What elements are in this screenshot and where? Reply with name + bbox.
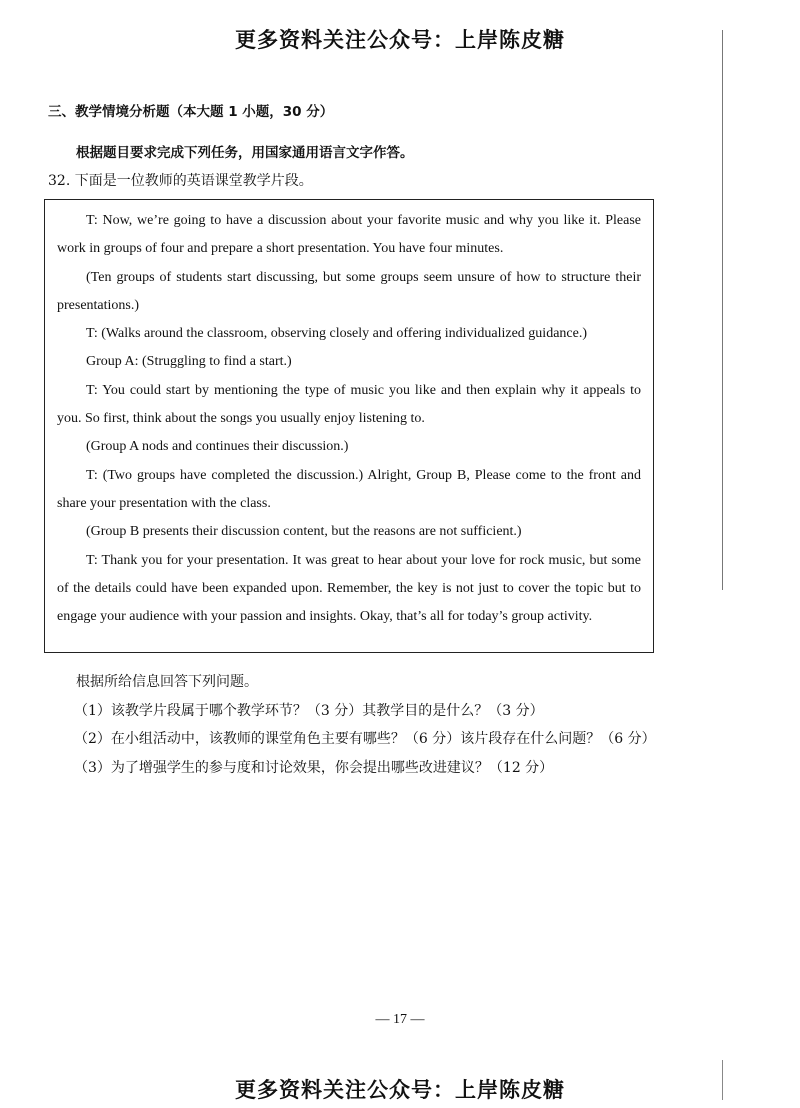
sub-question-1: （1）该教学片段属于哪个教学环节？（3 分）其教学目的是什么？（3 分） xyxy=(74,702,544,719)
passage-box xyxy=(44,199,654,653)
passage-paragraph: T: (Two groups have completed the discussion.) Alright, Group B, Please come to the front and share your presentation with the class. xyxy=(57,467,641,511)
questions-lead: 根据所给信息回答下列问题。 xyxy=(76,674,258,690)
passage-paragraph: (Group A nods and continues their discussion.) xyxy=(86,439,349,455)
passage-paragraph: T: You could start by mentioning the type of music you like and then explain why it appeals to you. So first, think about the songs you usually enjoy listening to. xyxy=(57,382,641,427)
page-number: — 17 — xyxy=(375,1012,425,1027)
section-instruction: 根据题目要求完成下列任务，用国家通用语言文字作答。 xyxy=(76,145,414,161)
sub-question-2: （2）在小组活动中，该教师的课堂角色主要有哪些？（6 分）该片段存在什么问题？（6 分） xyxy=(74,731,656,747)
passage-paragraph: Group A: (Struggling to find a start.) xyxy=(86,354,292,370)
footer-watermark: 更多资料关注公众号：上岸陈皮糖 xyxy=(235,1078,565,1102)
passage-paragraph: T: (Walks around the classroom, observing closely and offering individualized guidance.) xyxy=(86,326,587,342)
sub-question-3: （3）为了增强学生的参与度和讨论效果，你会提出哪些改进建议？（12 分） xyxy=(74,759,554,776)
passage-paragraph: (Ten groups of students start discussing, but some groups seem unsure of how to structure their presentations.) xyxy=(57,269,641,313)
passage-paragraph: T: Now, we’re going to have a discussion about your favorite music and why you like it. Please work in groups of four and prepare a short presentation. You have four minutes. xyxy=(57,213,641,257)
section-title: 三、教学情境分析题（本大题 1 小题，30 分） xyxy=(48,104,334,120)
header-watermark: 更多资料关注公众号：上岸陈皮糖 xyxy=(235,28,565,52)
sub-questions xyxy=(48,668,660,782)
margin-line xyxy=(722,30,723,590)
passage-paragraph: (Group B presents their discussion content, but the reasons are not sufficient.) xyxy=(86,524,522,540)
question-stem: 32. 下面是一位教师的英语课堂教学片段。 xyxy=(48,173,313,189)
passage-paragraph: T: Thank you for your presentation. It was great to hear about your love for rock music, but some of the details could have been expanded upon. Remember, the key is not just to cover the topic but to engage your audience with your passion and insights. Okay, that’s all for today’s group activity. xyxy=(57,552,641,625)
